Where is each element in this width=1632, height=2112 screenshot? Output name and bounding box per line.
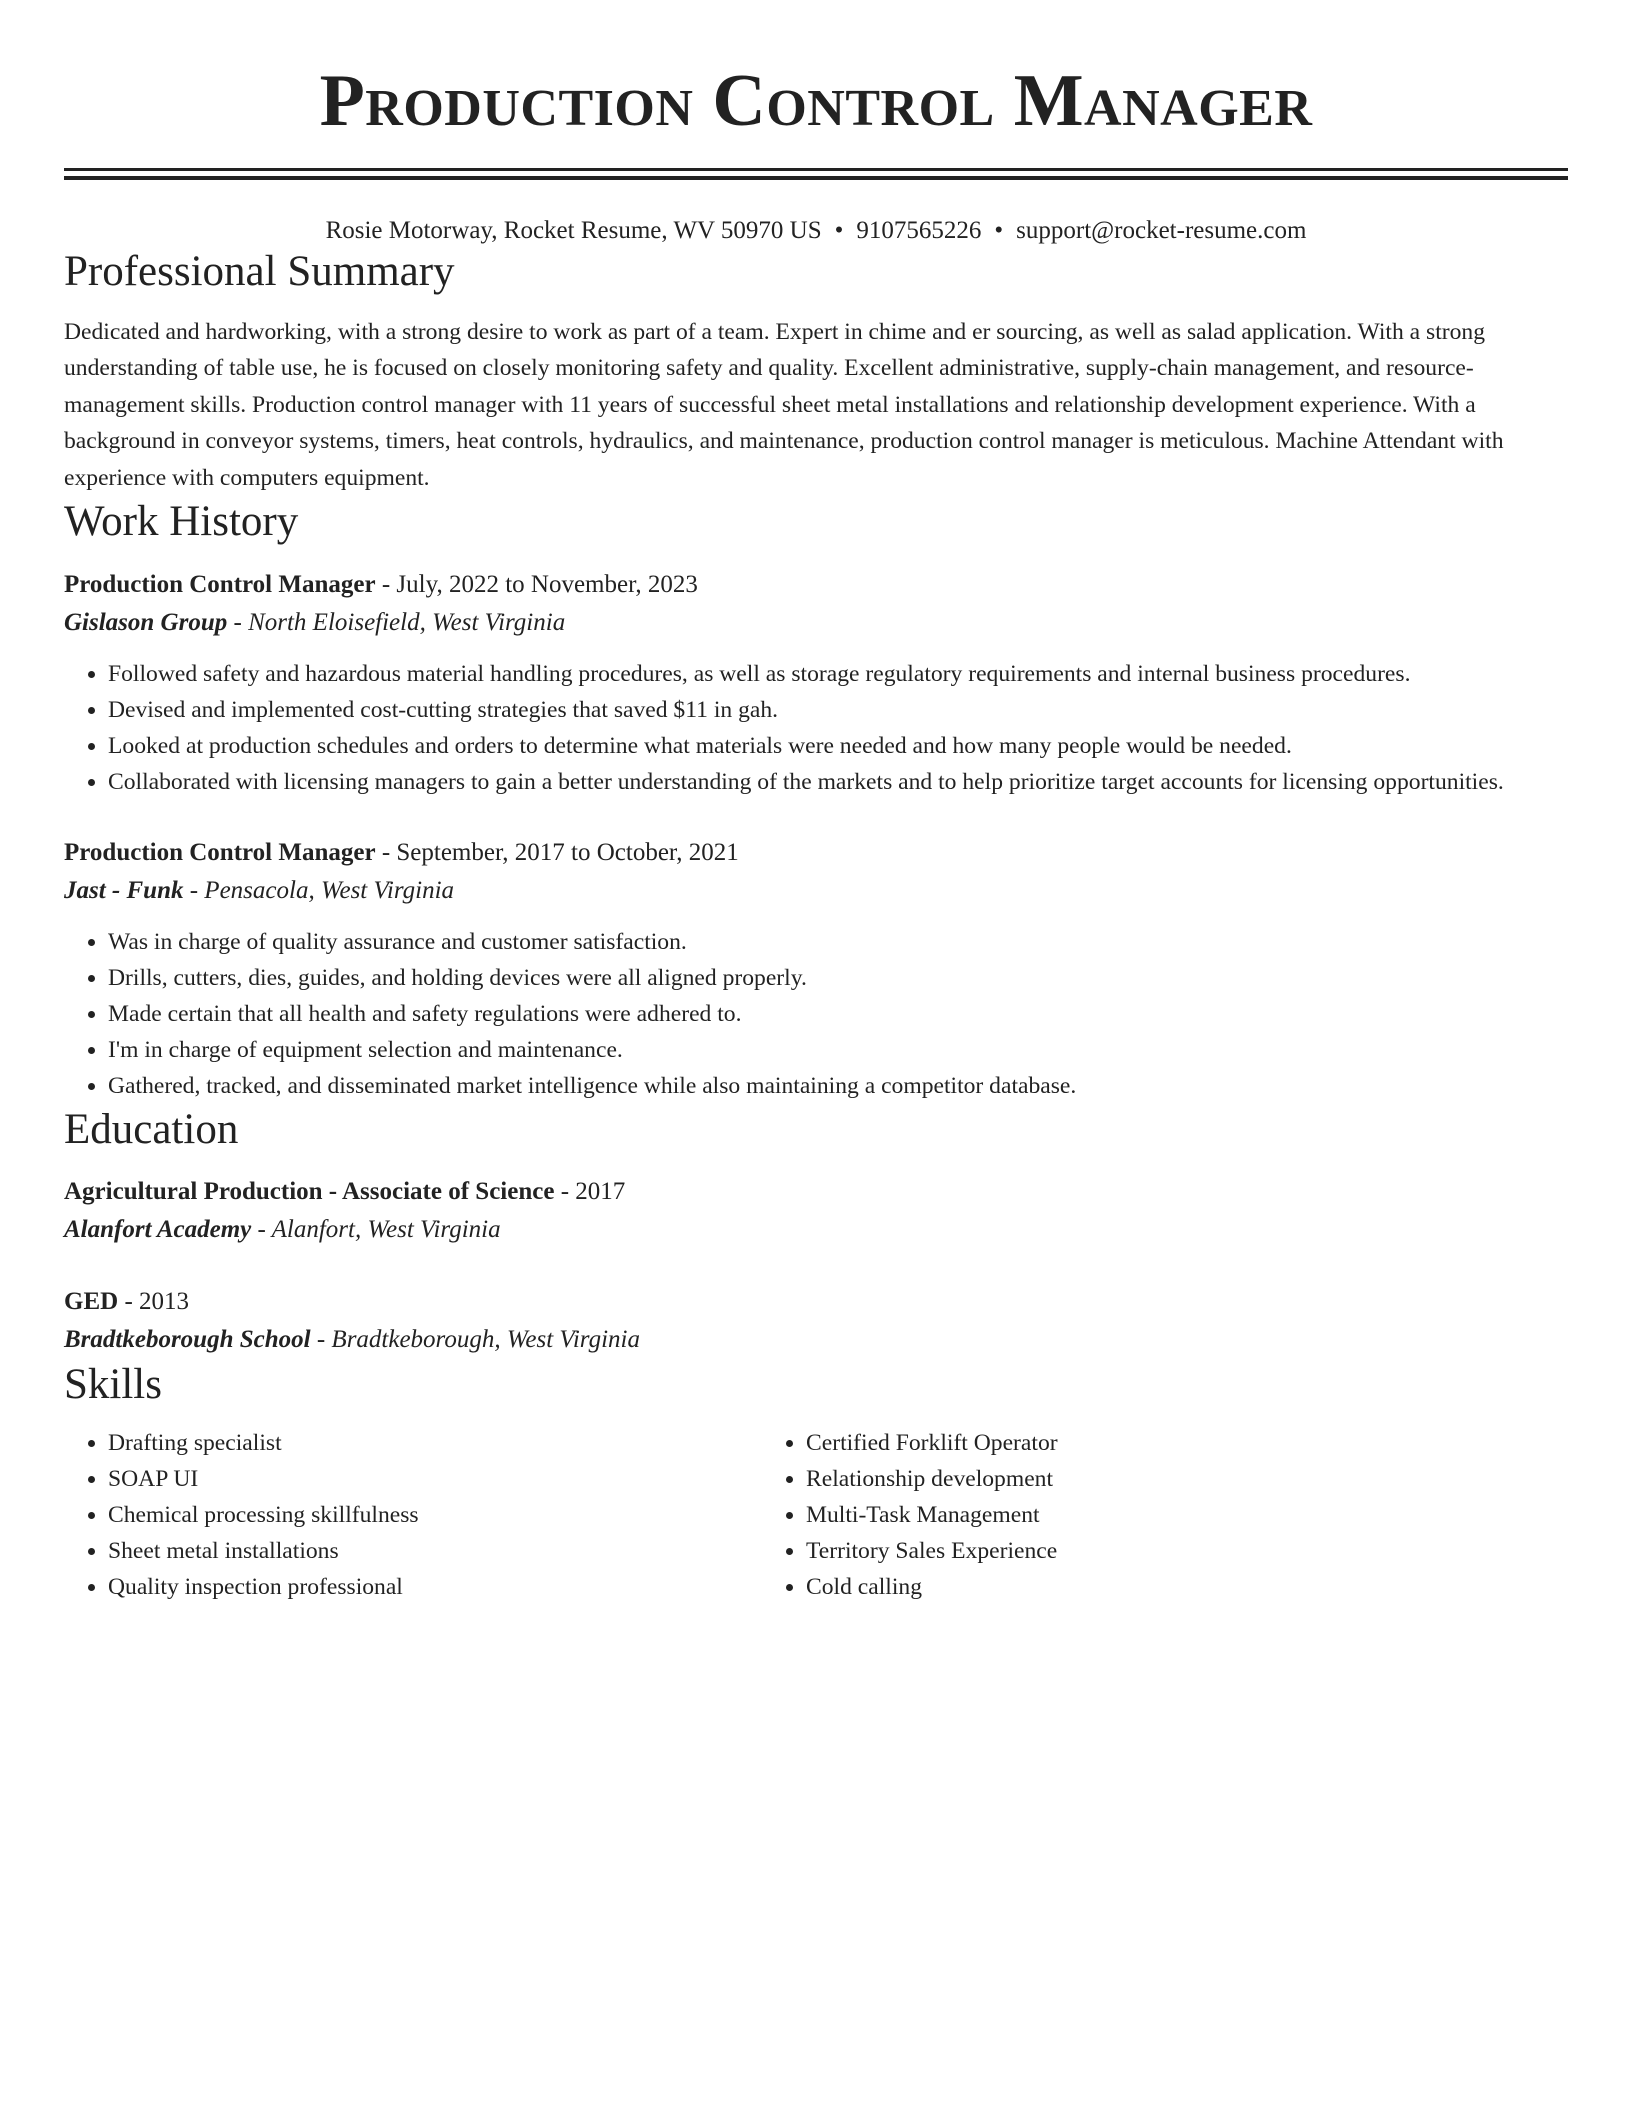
education-school: Bradtkeborough School [64, 1326, 311, 1354]
job-bullets [64, 656, 1568, 800]
skills-list-right [762, 1425, 1462, 1605]
job-dates: - September, 2017 to October, 2021 [375, 838, 739, 866]
contact-phone: 9107565226 [856, 217, 982, 244]
job-company: Jast - Funk [64, 876, 184, 904]
job-company-line [64, 872, 1568, 910]
skill-item: • Sheet metal installations [108, 1533, 762, 1569]
education-degree: Agricultural Production - Associate of Science [64, 1178, 555, 1206]
title-double-rule [64, 168, 1568, 180]
job-location: - North Eloisefield, West Virginia [227, 608, 566, 636]
education-entry [64, 1173, 1568, 1249]
skill-item: • Multi-Task Management [806, 1497, 1462, 1533]
job-title: Production Control Manager [64, 570, 376, 598]
job-entry [64, 566, 1568, 800]
job-entry [64, 834, 1568, 1104]
job-bullet: • Devised and implemented cost-cutting strategies that saved $11 in gah. [108, 692, 1568, 728]
job-location: - Pensacola, West Virginia [183, 876, 455, 904]
job-company: Gislason Group [64, 608, 228, 636]
skill-item: • Quality inspection professional [108, 1569, 762, 1605]
job-bullet: • Collaborated with licensing managers to gain a better understanding of the markets and to help prioritize target accounts for licensing opportunities. [108, 764, 1568, 800]
summary-text: Dedicated and hardworking, with a strong desire to work as part of a team. Expert in chime and er sourcing, as well as salad application. With a strong understanding of table use, he is focused on closely monitoring safety and quality. Excellent administrative, supply-chain management, and resource-management skills. Production control manager with 11 years of successful sheet metal installations and relationship development experience. With a background in conveyor systems, timers, heat controls, hydraulics, and maintenance, production control manager is meticulous. Machine Attendant with experience with computers equipment. [64, 318, 1504, 491]
job-bullet: • Looked at production schedules and orders to determine what materials were needed and how many people would be needed. [108, 728, 1568, 764]
skill-item: • Territory Sales Experience [806, 1533, 1462, 1569]
education-location: - Bradtkeborough, West Virginia [310, 1326, 640, 1354]
job-bullet: • I'm in charge of equipment selection and maintenance. [108, 1032, 1568, 1068]
job-bullet: • Drills, cutters, dies, guides, and holding devices were all aligned properly. [108, 960, 1568, 996]
section-heading-skills: Skills [64, 1361, 162, 1409]
page-title: Production Control Manager [319, 60, 1313, 142]
job-title: Production Control Manager [64, 838, 376, 866]
job-bullet: • Followed safety and hazardous material handling procedures, as well as storage regulatory requirements and internal business procedures. [108, 656, 1568, 692]
job-bullet: • Made certain that all health and safety regulations were adhered to. [108, 996, 1568, 1032]
education-school-line [64, 1321, 1568, 1359]
skill-item: • Relationship development [806, 1461, 1462, 1497]
contact-line [64, 216, 1568, 246]
skill-item: • Drafting specialist [108, 1425, 762, 1461]
education-year: - 2013 [118, 1288, 190, 1316]
job-title-line [64, 566, 1568, 604]
section-heading-summary: Professional Summary [64, 248, 455, 295]
education-location: - Alanfort, West Virginia [251, 1216, 501, 1244]
section-heading-education: Education [64, 1105, 239, 1153]
job-company-line [64, 604, 1568, 642]
contact-email: support@rocket-resume.com [1016, 217, 1307, 244]
section-heading-work-history: Work History [64, 498, 299, 546]
skills-list-left [64, 1425, 762, 1605]
education-degree-line [64, 1283, 1568, 1321]
education-degree-line [64, 1173, 1568, 1211]
contact-separator: • [994, 217, 1004, 244]
job-bullet: • Was in charge of quality assurance and customer satisfaction. [108, 924, 1568, 960]
skills-columns [64, 1425, 1568, 1605]
skill-item: • Cold calling [806, 1569, 1462, 1605]
skill-item: • SOAP UI [108, 1461, 762, 1497]
job-bullet: • Gathered, tracked, and disseminated market intelligence while also maintaining a competitor database. [108, 1068, 1568, 1104]
education-year: - 2017 [554, 1178, 626, 1206]
job-dates: - July, 2022 to November, 2023 [375, 570, 698, 598]
skill-item: • Certified Forklift Operator [806, 1425, 1462, 1461]
contact-separator: • [834, 217, 844, 244]
education-degree: GED [64, 1288, 119, 1316]
education-school: Alanfort Academy [64, 1216, 252, 1244]
education-school-line [64, 1211, 1568, 1249]
contact-address: Rosie Motorway, Rocket Resume, WV 50970 US [325, 217, 822, 244]
job-title-line [64, 834, 1568, 872]
skill-item: • Chemical processing skillfulness [108, 1497, 762, 1533]
job-bullets [64, 924, 1568, 1104]
education-entry [64, 1283, 1568, 1359]
